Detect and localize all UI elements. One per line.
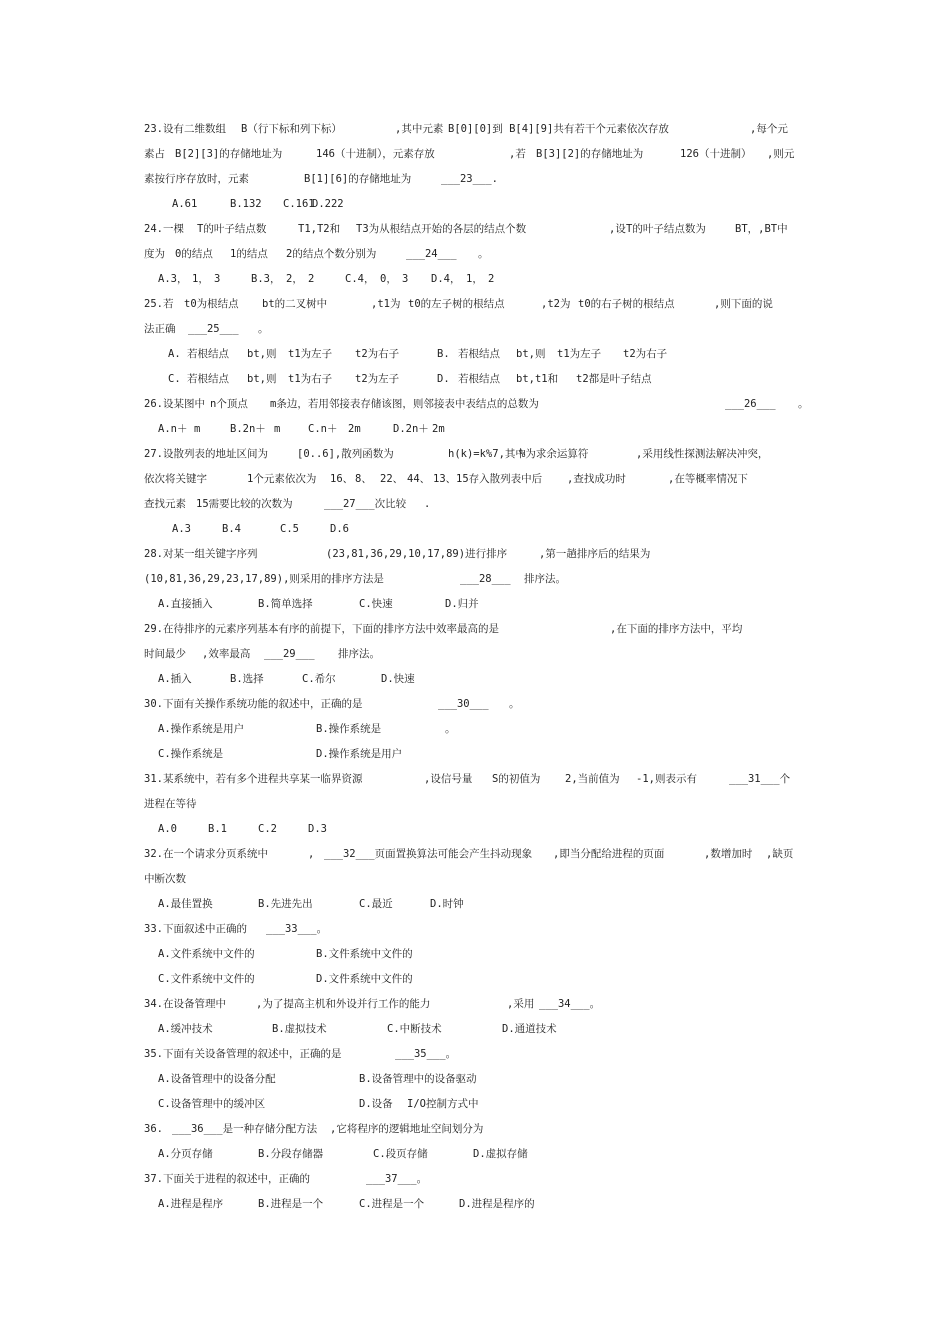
text-line (0, 545, 950, 563)
text-segment: B.2n＋ (230, 423, 266, 435)
text-segment: ,设信号量 (424, 773, 473, 785)
text-segment: 32.在一个请求分页系统中 (144, 848, 268, 860)
text-segment: C.5 (280, 523, 299, 535)
text-line (0, 1145, 950, 1163)
text-segment: 25.若 (144, 298, 174, 310)
text-segment: D.3 (308, 823, 327, 835)
text-line (0, 345, 950, 363)
text-segment: ,缺页 (766, 848, 794, 860)
text-segment: D. (437, 373, 450, 385)
text-line (0, 320, 950, 338)
text-line (0, 1095, 950, 1113)
text-segment: m条边，若用邻接表存储该图，则邻接表中表结点的总数为 (270, 398, 539, 410)
text-segment: 素占 (144, 148, 165, 160)
text-segment: A.进程是程序 (158, 1198, 224, 1210)
text-segment: S的初值为 (492, 773, 541, 785)
text-line (0, 845, 950, 863)
text-segment: A.3 (172, 523, 191, 535)
text-segment: A.设备管理中的设备分配 (158, 1073, 276, 1085)
text-segment: 35.下面有关设备管理的叙述中，正确的是 (144, 1048, 342, 1060)
text-segment: D.2n＋ (393, 423, 429, 435)
text-line (0, 920, 950, 938)
text-segment: B.132 (230, 198, 262, 210)
text-segment: A.最佳置换 (158, 898, 213, 910)
text-segment: 2的结点个数分别为 (286, 248, 377, 260)
text-segment: C.进程是一个 (359, 1198, 425, 1210)
text-line (0, 370, 950, 388)
text-segment: C. (168, 373, 181, 385)
text-segment: ___37___。 (366, 1173, 428, 1185)
text-segment: ,它将程序的逻辑地址空间划分为 (330, 1123, 484, 1135)
text-line (0, 570, 950, 588)
text-segment: C.4， (345, 273, 375, 285)
text-segment: 若根结点 (458, 348, 500, 360)
text-line (0, 445, 950, 463)
text-segment: B.进程是一个 (258, 1198, 324, 1210)
text-segment: C.操作系统是 (158, 748, 224, 760)
text-segment: . (424, 498, 431, 510)
text-line (0, 245, 950, 263)
text-segment: ,每个元 (750, 123, 788, 135)
text-segment: 30.下面有关操作系统功能的叙述中，正确的是 (144, 698, 363, 710)
text-segment: A.分页存储 (158, 1148, 213, 1160)
text-segment: D.4， (431, 273, 461, 285)
text-segment: B.设备管理中的设备驱动 (359, 1073, 477, 1085)
text-segment: (23,81,36,29,10,17,89)进行排序 (326, 548, 508, 560)
text-segment: 2， (286, 273, 303, 285)
text-segment: t1为左子 (557, 348, 602, 360)
text-segment: 24.一棵 (144, 223, 184, 235)
text-segment: 1， (466, 273, 483, 285)
text-segment: D.6 (330, 523, 349, 535)
text-segment: 37.下面关于进程的叙述中，正确的 (144, 1173, 310, 1185)
text-segment: B[0][0]到 B[4][9]共有若干个元素依次存放 (448, 123, 669, 135)
text-segment: 依次将关键字 (144, 473, 207, 485)
text-segment: 22、 (380, 473, 404, 485)
text-segment: ___32___页面置换算法可能会产生抖动现象 (324, 848, 533, 860)
text-line (0, 795, 950, 813)
text-segment: C.设备管理中的缓冲区 (158, 1098, 266, 1110)
text-segment: ___31___个 (729, 773, 791, 785)
text-segment: t2都是叶子结点 (576, 373, 652, 385)
text-segment: ___23___. (441, 173, 498, 185)
text-segment: t0的右子树的根结点 (578, 298, 675, 310)
text-segment: -1,则表示有 (636, 773, 697, 785)
text-line (0, 270, 950, 288)
text-segment: ___35___。 (395, 1048, 457, 1060)
text-segment: ,则元 (767, 148, 795, 160)
text-segment: ,采用 (507, 998, 535, 1010)
text-segment: 法正确 (144, 323, 176, 335)
text-line (0, 195, 950, 213)
text-line (0, 895, 950, 913)
text-segment: B[2][3]的存储地址为 (175, 148, 283, 160)
text-segment: 146（十进制），元素存放 (316, 148, 435, 160)
text-segment: A.3， (158, 273, 188, 285)
text-segment: BT，,BT中 (735, 223, 788, 235)
text-segment: A.操作系统是用户 (158, 723, 245, 735)
text-segment: h(k)=k%7,其中 (448, 448, 526, 460)
text-segment: 进程在等待 (144, 798, 197, 810)
text-line (0, 820, 950, 838)
text-segment: 44、 (407, 473, 431, 485)
text-segment: 排序法。 (524, 573, 566, 585)
text-segment: bt,则 (516, 348, 546, 360)
text-segment: D.归并 (445, 598, 479, 610)
text-segment: 36. (144, 1123, 163, 1135)
text-line (0, 1120, 950, 1138)
text-segment: %为求余运算符 (519, 448, 589, 460)
text-segment: 2,当前值为 (565, 773, 620, 785)
text-line (0, 1195, 950, 1213)
text-segment: B.虚拟技术 (272, 1023, 327, 1035)
text-segment: m (194, 423, 201, 435)
text-segment: ,其中元素 (395, 123, 444, 135)
text-segment: C.希尔 (302, 673, 336, 685)
text-segment: ___26___ (725, 398, 776, 410)
text-segment: ___24___ (406, 248, 457, 260)
text-segment: 度为 (144, 248, 165, 260)
text-segment: ,采用线性探测法解决冲突， (636, 448, 769, 460)
text-segment: B.操作系统是 (316, 723, 382, 735)
text-segment: 排序法。 (338, 648, 380, 660)
text-line (0, 295, 950, 313)
text-segment: 27.设散列表的地址区间为 (144, 448, 268, 460)
text-line (0, 720, 950, 738)
text-segment: ,查找成功时 (567, 473, 626, 485)
text-line (0, 870, 950, 888)
text-segment: D.文件系统中文件的 (316, 973, 413, 985)
text-segment: A. (168, 348, 181, 360)
text-segment: t1为右子 (288, 373, 333, 385)
text-segment: D.快速 (381, 673, 415, 685)
text-segment: ___33___。 (266, 923, 328, 935)
text-segment: B[1][6]的存储地址为 (304, 173, 412, 185)
text-segment: D.222 (312, 198, 344, 210)
text-segment: ,t2为 (541, 298, 571, 310)
text-segment: 。 (798, 398, 809, 410)
text-segment: ,为了提高主机和外设并行工作的能力 (256, 998, 431, 1010)
text-segment: I/O控制方式中 (407, 1098, 479, 1110)
text-segment: bt的二叉树中 (262, 298, 328, 310)
text-segment: D.操作系统是用户 (316, 748, 403, 760)
text-segment: B[3][2]的存储地址为 (536, 148, 644, 160)
text-segment: 若根结点 (187, 348, 229, 360)
text-line (0, 995, 950, 1013)
text-segment: 26.设某图中 (144, 398, 205, 410)
text-segment: ___25___ (188, 323, 239, 335)
text-segment: ___36___是一种存储分配方法 (172, 1123, 318, 1135)
text-line (0, 420, 950, 438)
text-segment: C.最近 (359, 898, 393, 910)
text-segment: m (274, 423, 281, 435)
text-segment: bt,则 (247, 373, 277, 385)
text-segment: 23.设有二维数组 (144, 123, 226, 135)
text-segment: ,在等概率情况下 (668, 473, 748, 485)
text-line (0, 645, 950, 663)
text-segment: 0， (380, 273, 397, 285)
text-segment: B.简单选择 (258, 598, 313, 610)
text-line (0, 670, 950, 688)
text-segment: ,t1为 (371, 298, 401, 310)
text-segment: D.设备 (359, 1098, 393, 1110)
text-segment: A.0 (158, 823, 177, 835)
text-segment: 3 (214, 273, 221, 285)
text-segment: 15需要比较的次数为 (196, 498, 293, 510)
text-segment: 3 (402, 273, 409, 285)
text-line (0, 470, 950, 488)
text-segment: 34.在设备管理中 (144, 998, 226, 1010)
text-segment: 。 (509, 698, 520, 710)
text-line (0, 945, 950, 963)
text-segment: n个顶点 (210, 398, 248, 410)
text-segment: t2为左子 (355, 373, 400, 385)
text-segment: B.分段存储器 (258, 1148, 324, 1160)
text-segment: ___30___ (438, 698, 489, 710)
text-segment: D.虚拟存储 (473, 1148, 528, 1160)
text-segment: B.文件系统中文件的 (316, 948, 413, 960)
text-segment: ,即当分配给进程的页面 (553, 848, 665, 860)
text-segment: A.直接插入 (158, 598, 213, 610)
text-segment: 。 (445, 723, 456, 735)
text-segment: D.时钟 (430, 898, 464, 910)
text-segment: 2m (432, 423, 445, 435)
text-segment: T的叶子结点数为 (626, 223, 706, 235)
text-segment: bt,t1和 (516, 373, 559, 385)
text-segment: 28.对某一组关键字序列 (144, 548, 258, 560)
text-segment: t1为左子 (288, 348, 333, 360)
text-segment: 若根结点 (458, 373, 500, 385)
text-segment: C.文件系统中文件的 (158, 973, 255, 985)
text-segment: 8、 (355, 473, 372, 485)
text-segment: T1,T2和 (298, 223, 341, 235)
text-segment: ,在下面的排序方法中，平均 (610, 623, 743, 635)
text-segment: 29.在待排序的元素序列基本有序的前提下，下面的排序方法中效率最高的是 (144, 623, 499, 635)
text-segment: ,设 (609, 223, 626, 235)
text-segment: ___27___次比较 (324, 498, 407, 510)
text-segment: [0..6],散列函数为 (297, 448, 394, 460)
text-segment: B.先进先出 (258, 898, 313, 910)
text-segment: ,则下面的说 (714, 298, 773, 310)
text-segment: 2m (348, 423, 361, 435)
text-segment: (10,81,36,29,23,17,89),则采用的排序方法是 (144, 573, 384, 585)
text-segment: A.61 (172, 198, 198, 210)
text-segment: B.4 (222, 523, 241, 535)
text-segment: C.161 (283, 198, 315, 210)
text-segment: 若根结点 (187, 373, 229, 385)
text-segment: T3为从根结点开始的各层的结点个数 (356, 223, 527, 235)
text-line (0, 170, 950, 188)
text-segment: 126（十进制） (680, 148, 752, 160)
text-segment: B.3， (251, 273, 281, 285)
text-segment: B（行下标和列下标） (241, 123, 342, 135)
text-segment: A.插入 (158, 673, 192, 685)
text-segment: A.文件系统中文件的 (158, 948, 255, 960)
text-segment: B.1 (208, 823, 227, 835)
text-segment: 31.某系统中，若有多个进程共享某一临界资源 (144, 773, 363, 785)
text-segment: C.段页存储 (373, 1148, 428, 1160)
text-segment: ___34___。 (539, 998, 601, 1010)
text-segment: C.2 (258, 823, 277, 835)
text-line (0, 695, 950, 713)
text-segment: C.中断技术 (387, 1023, 442, 1035)
text-line (0, 1070, 950, 1088)
text-segment: , (308, 848, 315, 860)
text-segment: 13、 (433, 473, 457, 485)
text-segment: T的叶子结点数 (197, 223, 267, 235)
text-segment: 16、 (330, 473, 354, 485)
text-line (0, 395, 950, 413)
text-segment: 33.下面叙述中正确的 (144, 923, 247, 935)
text-segment: 1， (192, 273, 209, 285)
text-line (0, 495, 950, 513)
text-line (0, 120, 950, 138)
text-line (0, 520, 950, 538)
text-segment: B. (437, 348, 450, 360)
text-segment: t2为右子 (355, 348, 400, 360)
text-segment: A.缓冲技术 (158, 1023, 213, 1035)
text-line (0, 620, 950, 638)
text-segment: 素按行序存放时，元素 (144, 173, 249, 185)
text-segment: t0为根结点 (184, 298, 239, 310)
text-segment: 2 (488, 273, 495, 285)
text-segment: ,第一趟排序后的结果为 (539, 548, 651, 560)
text-line (0, 770, 950, 788)
text-line (0, 1170, 950, 1188)
text-segment: A.n＋ (158, 423, 188, 435)
text-segment: C.快速 (359, 598, 393, 610)
text-segment: D.通道技术 (502, 1023, 557, 1035)
text-segment: C.n＋ (308, 423, 338, 435)
text-segment: 1的结点 (230, 248, 268, 260)
text-segment: 时间最少 (144, 648, 186, 660)
text-segment: ___28___ (460, 573, 511, 585)
text-segment: B.选择 (230, 673, 264, 685)
text-segment: 0的结点 (175, 248, 213, 260)
text-line (0, 1020, 950, 1038)
text-line (0, 220, 950, 238)
text-segment: 查找元素 (144, 498, 186, 510)
text-line (0, 1045, 950, 1063)
text-line (0, 745, 950, 763)
text-segment: 中断次数 (144, 873, 186, 885)
text-segment: ,数增加时 (704, 848, 753, 860)
text-line (0, 595, 950, 613)
text-segment: ,若 (509, 148, 526, 160)
text-line (0, 970, 950, 988)
text-segment: t0的左子树的根结点 (408, 298, 505, 310)
text-segment: 2 (308, 273, 315, 285)
text-segment: ___29___ (264, 648, 315, 660)
text-segment: 15存入散列表中后 (456, 473, 543, 485)
text-segment: D.进程是程序的 (459, 1198, 535, 1210)
text-segment: ,效率最高 (202, 648, 251, 660)
text-line (0, 145, 950, 163)
text-segment: t2为右子 (623, 348, 668, 360)
text-segment: 1个元素依次为 (247, 473, 317, 485)
text-segment: bt,则 (247, 348, 277, 360)
text-segment: 。 (478, 248, 489, 260)
text-segment: 。 (258, 323, 269, 335)
